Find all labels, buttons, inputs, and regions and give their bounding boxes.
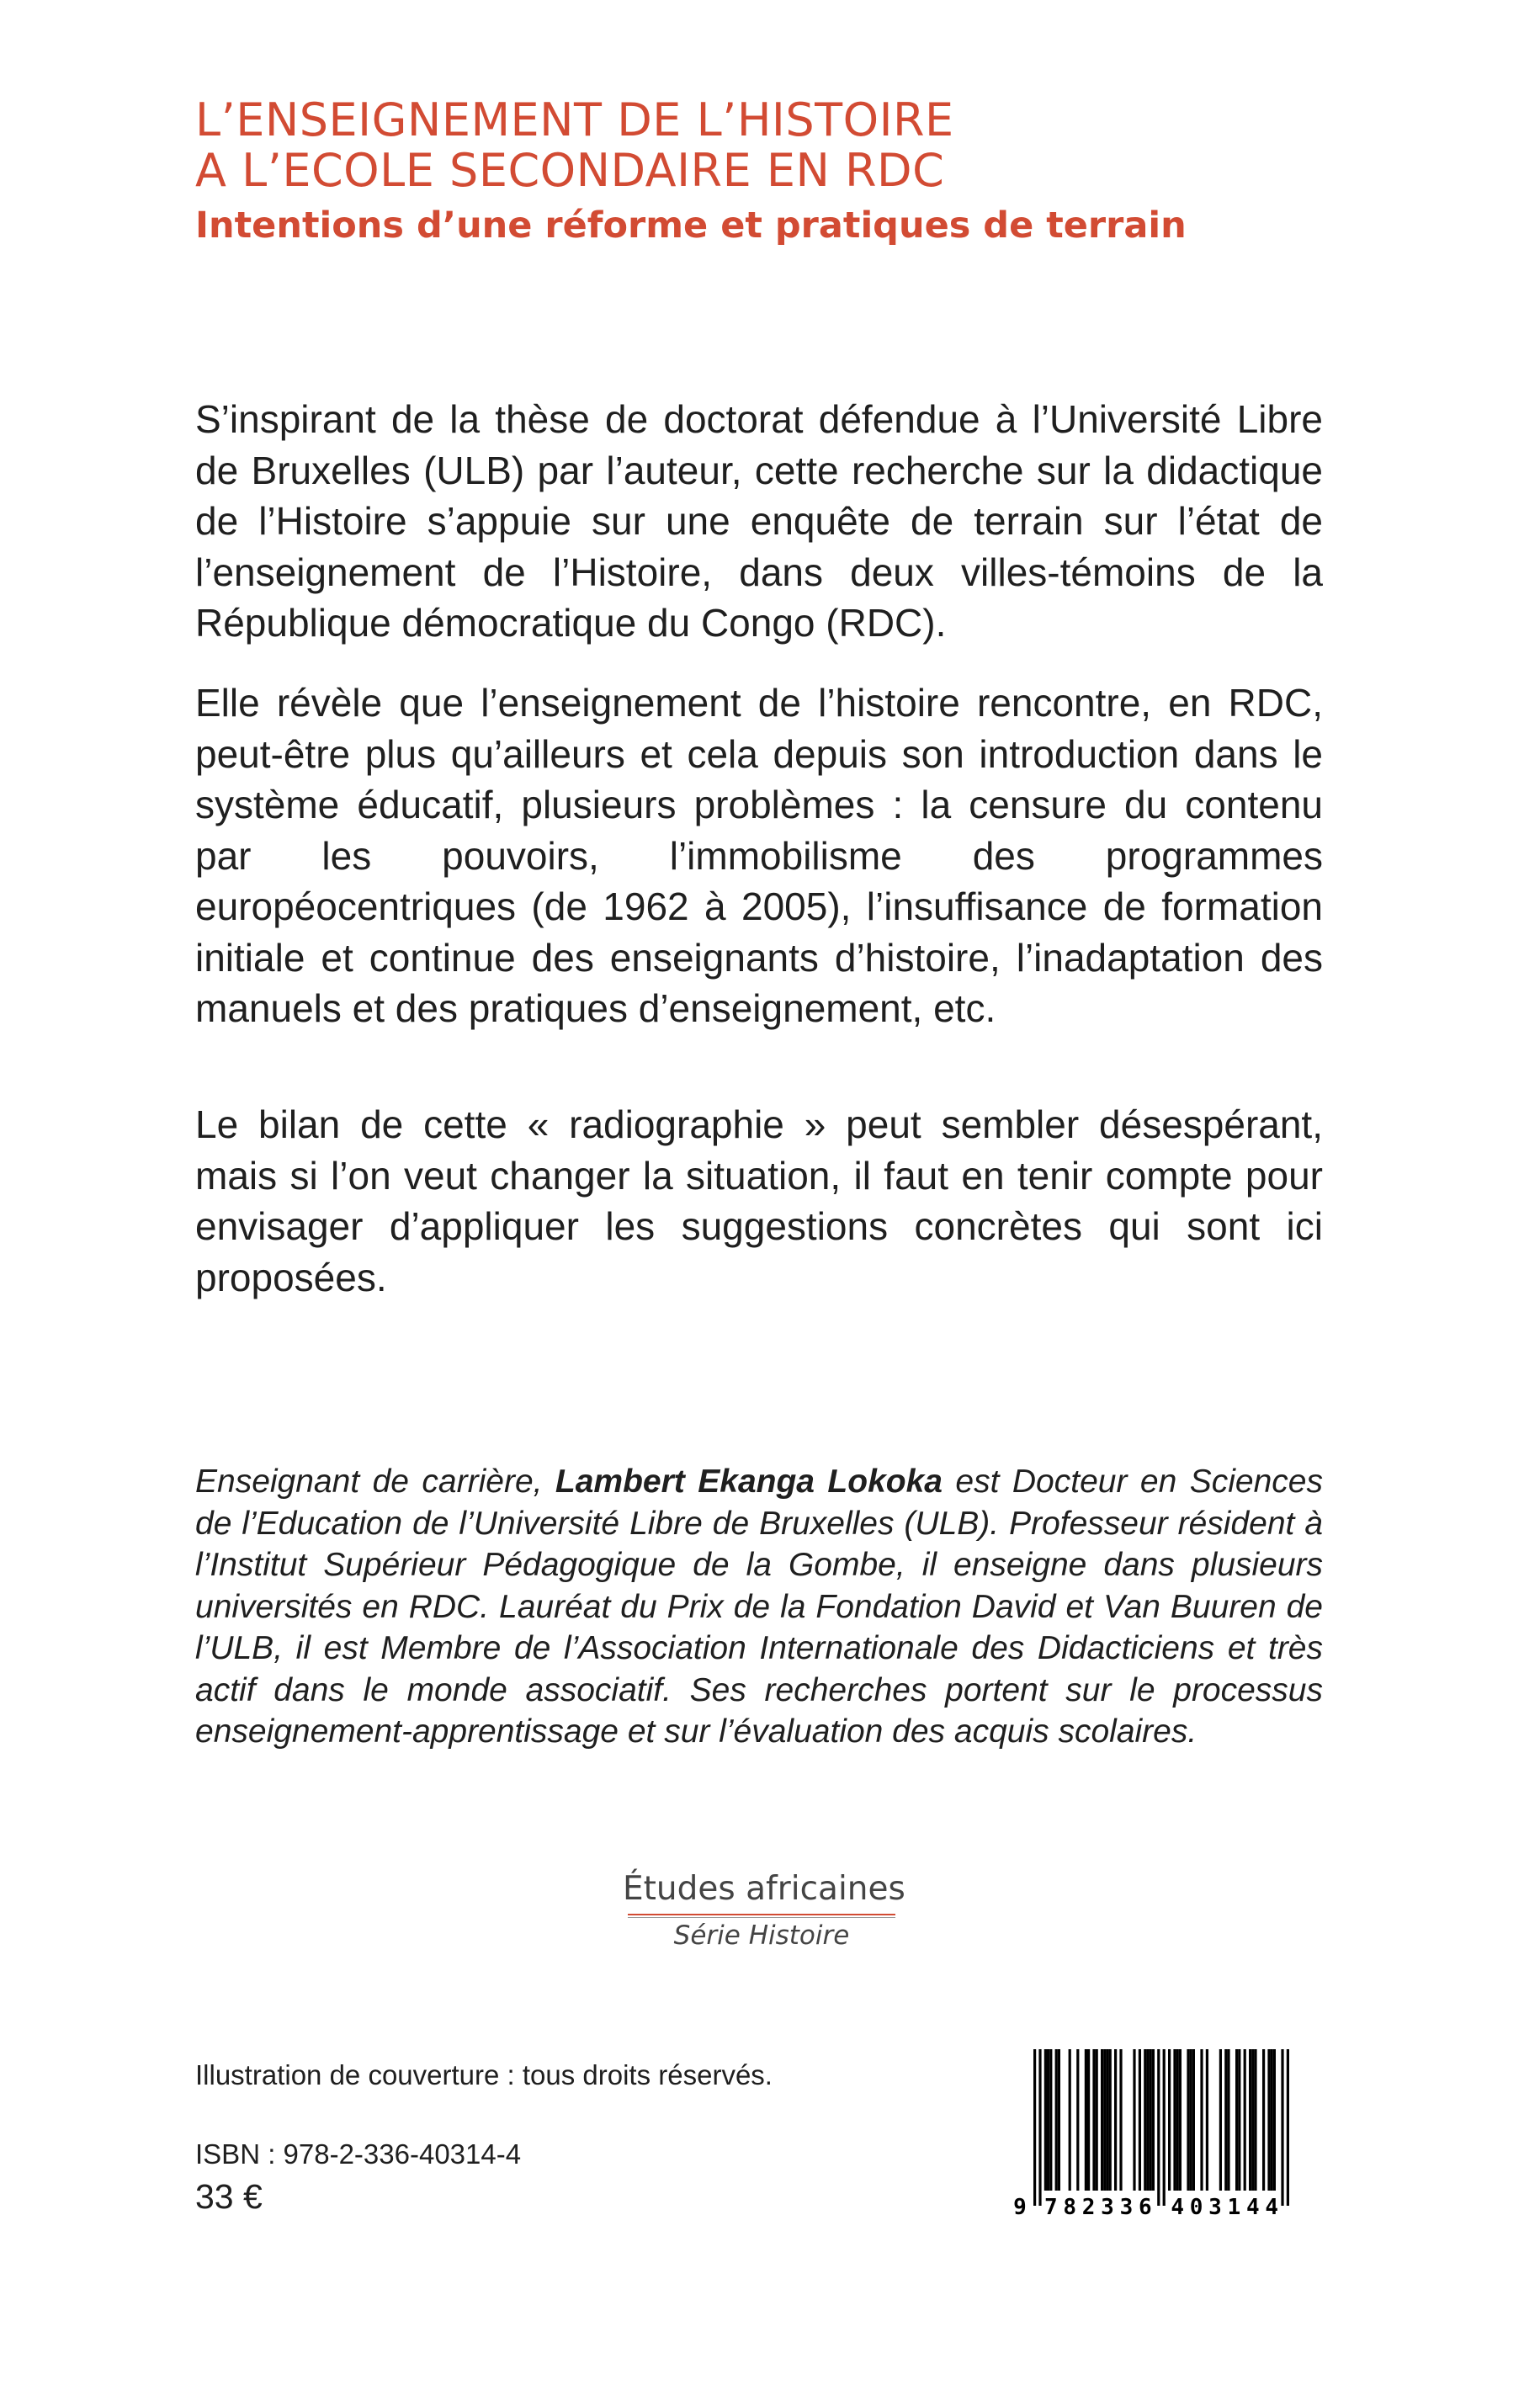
book-title-line-1: L’ENSEIGNEMENT DE L’HISTOIRE [195,93,954,146]
barcode-bar [1173,2049,1176,2191]
barcode-bar [1087,2049,1090,2191]
barcode-bar [1109,2049,1112,2191]
barcode-bar [1244,2049,1246,2191]
barcode-bar [1085,2049,1087,2191]
barcode-digit: 3 [1208,2195,1222,2220]
book-subtitle: Intentions d’une réforme et pratiques de terrain [195,205,1187,247]
barcode-bar [1273,2049,1276,2191]
barcode-bar [1044,2049,1047,2191]
barcode-bar [1049,2049,1052,2191]
barcode-bar [1092,2049,1095,2191]
series-logo [623,1868,905,1953]
summary-paragraph-2: Elle révèle que l’enseignement de l’histoire rencontre, en RDC, peut-être plus qu’ailleurs et cela depuis son introduction dans le système éducatif, plusieurs problèmes : la censure du contenu par les pouvoirs, l’immobilisme des programmes européocentriques (de 1962 à 2005), l’insuffisance de formation initiale et continue des enseignants d’histoire, l’inadaptation des manuels et des pratiques d’enseignement, etc. [195,681,1323,1030]
barcode-digit: 0 [1189,2195,1203,2220]
barcode-bar [1251,2049,1254,2191]
book-title-line-2: A L’ECOLE SECONDAIRE EN RDC [195,144,945,197]
barcode-digit: 4 [1171,2195,1185,2220]
summary-paragraph-3: Le bilan de cette « radiographie » peut sembler désespérant, mais si l’on veut changer la situation, il faut en tenir compte pour envisager d’appliquer les suggestions concrètes qui sont ici proposées. [195,1102,1323,1299]
barcode-bar [1150,2049,1152,2191]
barcode-bar [1235,2049,1238,2191]
barcode-bar [1249,2049,1251,2191]
barcode-bar [1267,2049,1270,2191]
barcode-bar [1055,2049,1058,2191]
barcode-bar [1152,2049,1155,2191]
author-name: Lambert Ekanga Lokoka [555,1463,943,1500]
barcode-bar [1076,2049,1079,2191]
barcode-bar [1192,2049,1195,2191]
author-bio [195,1461,1323,1753]
barcode-bar [1119,2049,1122,2191]
series-name: Études africaines [623,1870,905,1908]
barcode-bar [1271,2049,1273,2191]
isbn-barcode [1010,2044,1304,2225]
barcode-digit: 2 [1081,2195,1096,2220]
barcode-bar [1224,2049,1227,2191]
barcode-bar [1190,2049,1192,2191]
barcode-bar [1179,2049,1182,2191]
series-divider [628,1914,895,1915]
barcode-bar [1101,2049,1103,2191]
barcode-bar [1281,2049,1283,2206]
barcode-bar [1038,2049,1041,2206]
barcode-bar [1262,2049,1265,2191]
illustration-credit: Illustration de couverture : tous droits réservés. [195,2059,773,2090]
isbn: ISBN : 978-2-336-40314-4 [195,2138,522,2170]
barcode-bar [1157,2049,1160,2206]
barcode-digit: 3 [1101,2195,1114,2220]
barcode-bar [1146,2049,1149,2191]
barcode-bar [1163,2049,1166,2206]
barcode-bar [1106,2049,1108,2191]
barcode-bar [1058,2049,1060,2191]
barcode-digit: 4 [1265,2195,1279,2220]
barcode-bar [1238,2049,1240,2191]
series-subseries: Série Histoire [673,1920,850,1951]
barcode-bar [1168,2049,1171,2191]
barcode-bar [1033,2049,1036,2206]
barcode-bar [1069,2049,1071,2191]
barcode-bar [1200,2049,1203,2191]
barcode-digit: 9 [1013,2195,1027,2220]
barcode-bar [1096,2049,1098,2191]
barcode-bar [1047,2049,1049,2191]
barcode-bar [1114,2049,1117,2191]
barcode-bar [1187,2049,1189,2191]
barcode-bar [1254,2049,1256,2191]
barcode-bar [1144,2049,1146,2191]
author-bio-intro: Enseignant de carrière, [195,1463,555,1500]
barcode-bar [1103,2049,1106,2191]
price: 33 € [195,2177,263,2216]
barcode-bar [1133,2049,1135,2191]
barcode-bar [1287,2049,1289,2206]
barcode-digit: 8 [1063,2195,1077,2220]
barcode-bar [1227,2049,1229,2191]
barcode-digit: 1 [1227,2195,1241,2220]
barcode-digit: 4 [1245,2195,1260,2220]
barcode-bar [1206,2049,1208,2191]
barcode-bar [1219,2049,1222,2191]
author-bio-text: est Docteur en Sciences de l’Education de l’Université Libre de Bruxelles (ULB). Professeur résident à l’Institut Supérieur Pédagogique de la Gombe, il enseigne dans plusieurs universités en RDC. Lauréat du Prix de la Fondation David et Van Buuren de l’ULB, il est Membre de l’Association Internationale des Didacticiens et très actif dans le monde associatif. Ses recherches portent sur le processus enseignement-apprentissage et sur l’évaluation des acquis scolaires. [195,1463,1323,1750]
barcode-digit: 3 [1119,2195,1134,2220]
summary-paragraph-1: S’inspirant de la thèse de doctorat défendue à l’Université Libre de Bruxelles (ULB) par l’auteur, cette recherche sur la didactique de l’Histoire s’appuie sur une enquête de terrain sur l’état de l’enseignement de l’Histoire, dans deux villes-témoins de la République démocratique du Congo (RDC). [195,397,1323,645]
barcode-digit: 7 [1043,2195,1058,2220]
barcode-digit: 6 [1138,2195,1152,2220]
barcode-bar [1139,2049,1141,2191]
barcode-bar [1176,2049,1179,2191]
